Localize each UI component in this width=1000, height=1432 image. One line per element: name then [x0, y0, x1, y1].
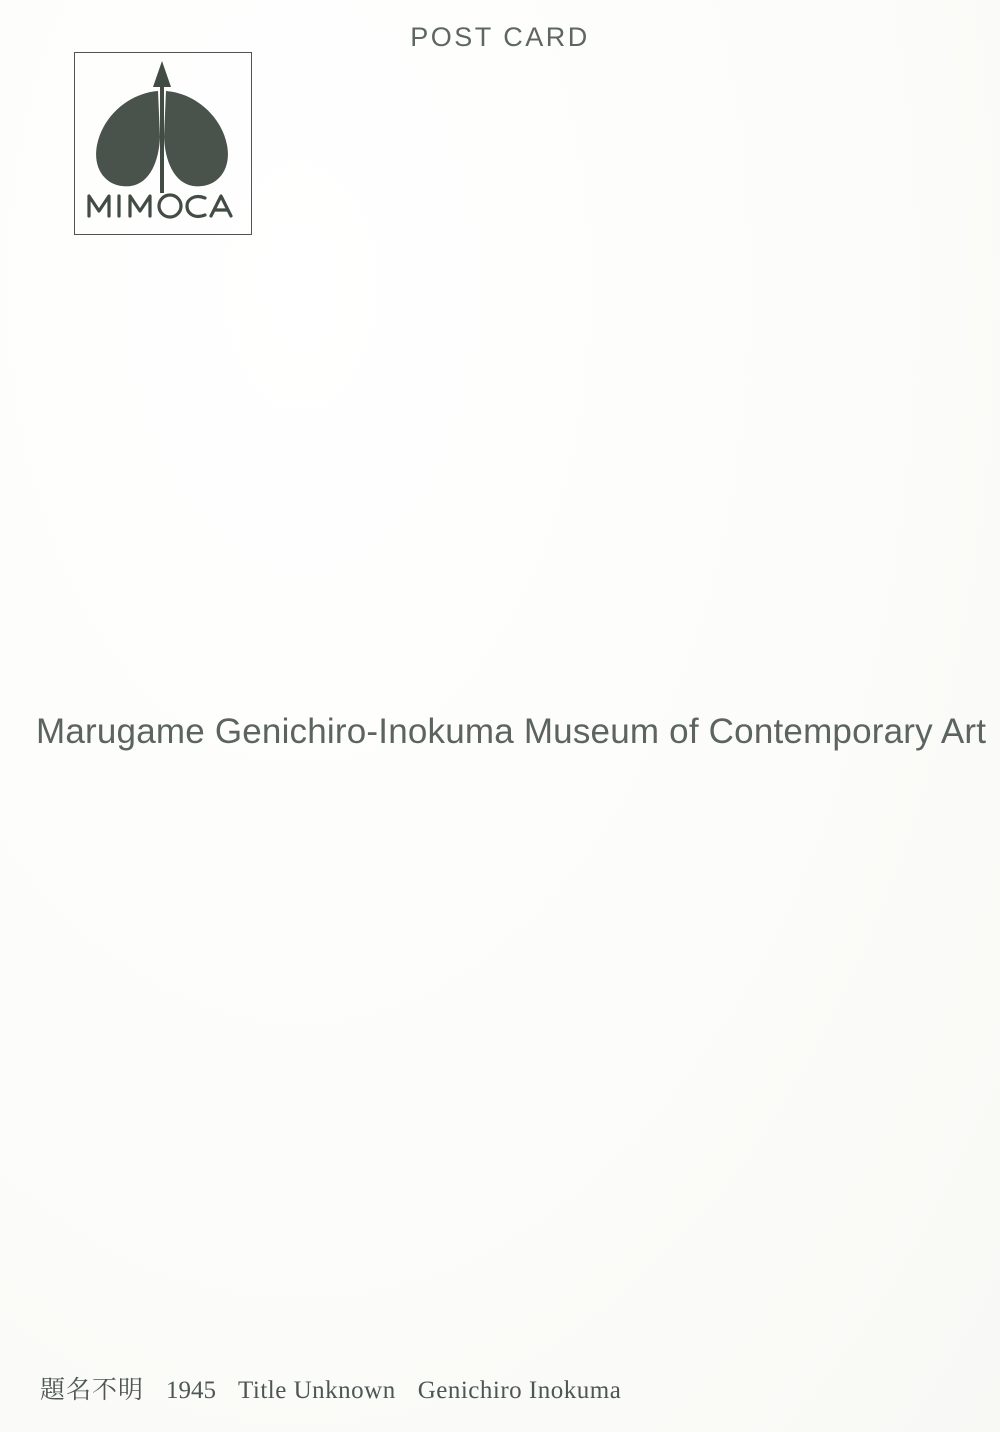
caption-year: 1945 [166, 1377, 217, 1404]
caption-title-jp: 題名不明 [40, 1375, 145, 1404]
mimoca-leaf-logo [75, 53, 250, 233]
page-title: POST CARD [410, 22, 590, 52]
museum-name: Marugame Genichiro-Inokuma Museum of Contemporary Art [36, 712, 987, 751]
caption-artist: Genichiro Inokuma [417, 1377, 622, 1404]
museum-logo [74, 52, 252, 235]
caption-title-en: Title Unknown [238, 1377, 396, 1404]
artwork-caption [40, 1370, 621, 1406]
